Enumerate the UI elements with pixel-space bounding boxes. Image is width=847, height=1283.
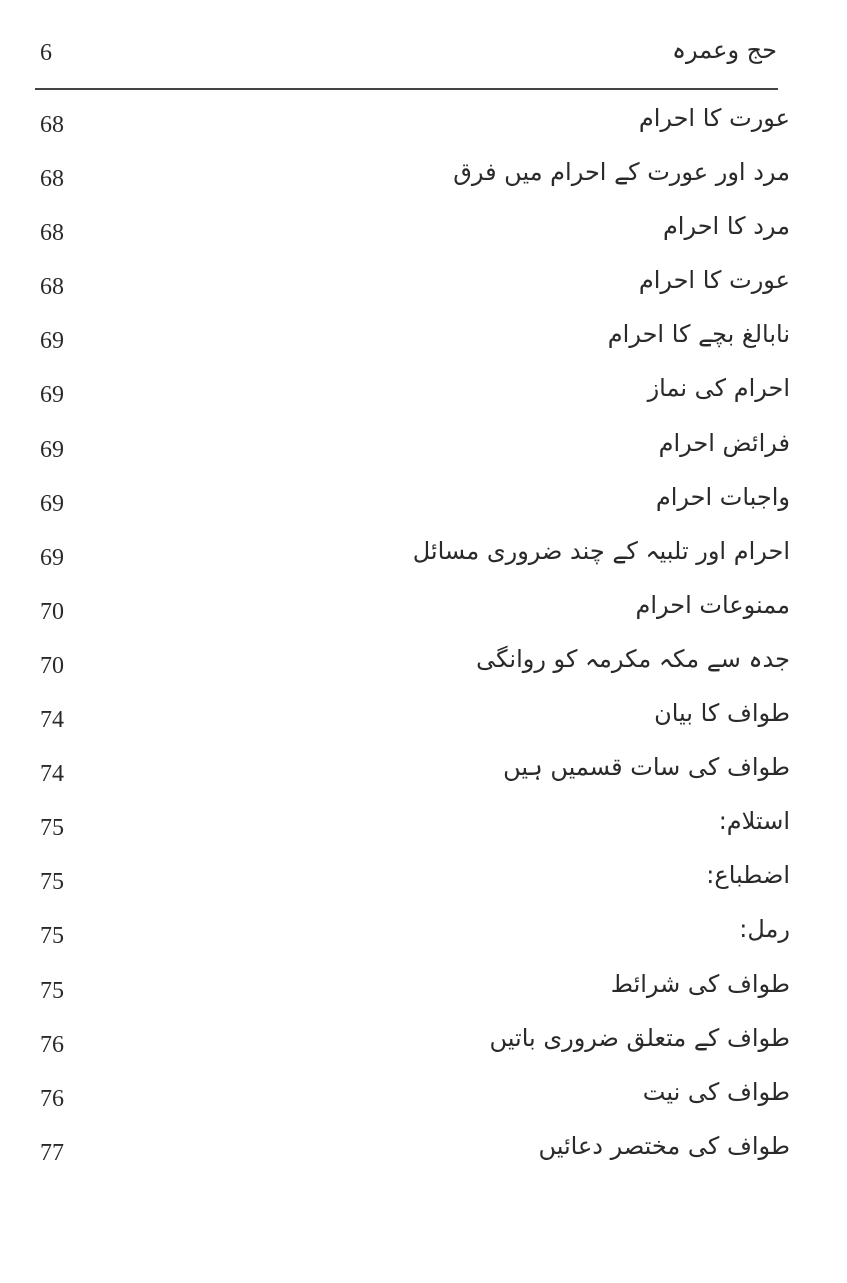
toc-entry-page: 75: [40, 923, 64, 950]
toc-entry-page: 74: [40, 761, 64, 788]
toc-entry: [0, 158, 847, 212]
toc-entry-page: 69: [40, 436, 64, 463]
toc-entry-title: عورت کا احرام: [638, 266, 790, 295]
toc-entry-title: احرام کی نماز: [647, 374, 790, 403]
toc-entry: [0, 591, 847, 645]
toc-entry-page: 75: [40, 977, 64, 1004]
toc-entry: [0, 266, 847, 320]
page-number: 6: [40, 40, 52, 66]
toc-entry: [0, 699, 847, 753]
toc-entry-title: اضطباع:: [706, 861, 790, 890]
toc-entry-title: واجبات احرام: [655, 482, 790, 511]
toc-entry-title: طواف کے متعلق ضروری باتیں: [489, 1023, 790, 1052]
toc-entry-page: 69: [40, 544, 64, 571]
toc-entry: [0, 1078, 847, 1132]
toc-entry-page: 70: [40, 598, 64, 625]
toc-entry: [0, 212, 847, 266]
toc-entry: [0, 861, 847, 915]
toc-entry: [0, 483, 847, 537]
toc-entry-title: عورت کا احرام: [638, 104, 790, 132]
header-rule: [35, 88, 778, 90]
toc-entry-title: نابالغ بچے کا احرام: [607, 320, 790, 349]
toc-entry-page: 69: [40, 382, 64, 409]
toc-entry-page: 69: [40, 328, 64, 355]
toc-entry-page: 68: [40, 166, 64, 193]
toc-entry-title: طواف کا بیان: [654, 699, 790, 728]
toc-entry-title: مرد اور عورت کے احرام میں فرق: [453, 158, 790, 187]
toc-entry-title: رمل:: [739, 915, 790, 944]
toc-entry-title: جدہ سے مکہ مکرمہ کو روانگی: [476, 644, 790, 673]
toc-entry-title: مرد کا احرام: [662, 212, 790, 241]
toc-entry-page: 74: [40, 707, 64, 734]
toc-entry: [0, 753, 847, 807]
toc-entry-page: 70: [40, 652, 64, 679]
toc-entry-page: 68: [40, 112, 64, 138]
toc-entry-page: 69: [40, 490, 64, 517]
toc-entry-page: 75: [40, 815, 64, 842]
toc-entry-title: احرام اور تلبیہ کے چند ضروری مسائل: [412, 536, 790, 565]
toc-entry: [0, 537, 847, 591]
toc-entry-title: ممنوعات احرام: [635, 590, 790, 619]
running-header-title: حج وعمرہ: [671, 36, 777, 64]
toc-entry-page: 68: [40, 220, 64, 247]
toc-entry: [0, 1024, 847, 1078]
toc-entry: [0, 970, 847, 1024]
toc-entry-title: فرائض احرام: [658, 428, 790, 457]
toc-entry-page: 77: [40, 1139, 64, 1166]
toc-entry-title: طواف کی نیت: [642, 1077, 790, 1106]
toc-entry-title: طواف کی سات قسمیں ہیں: [503, 753, 790, 782]
toc-entry: [0, 645, 847, 699]
toc-entry: [0, 374, 847, 428]
toc-entry: [0, 104, 847, 158]
toc-entry-title: استلام:: [718, 807, 790, 836]
toc-entry-page: 75: [40, 869, 64, 896]
toc-entry: [0, 320, 847, 374]
toc-entry-page: 76: [40, 1085, 64, 1112]
toc-entry: [0, 1132, 847, 1186]
toc-entry-title: طواف کی مختصر دعائیں: [538, 1131, 790, 1160]
table-of-contents: [0, 104, 847, 1186]
toc-entry: [0, 429, 847, 483]
toc-entry: [0, 807, 847, 861]
toc-entry: [0, 915, 847, 969]
toc-entry-title: طواف کی شرائط: [610, 969, 790, 998]
toc-entry-page: 76: [40, 1031, 64, 1058]
toc-entry-page: 68: [40, 274, 64, 301]
